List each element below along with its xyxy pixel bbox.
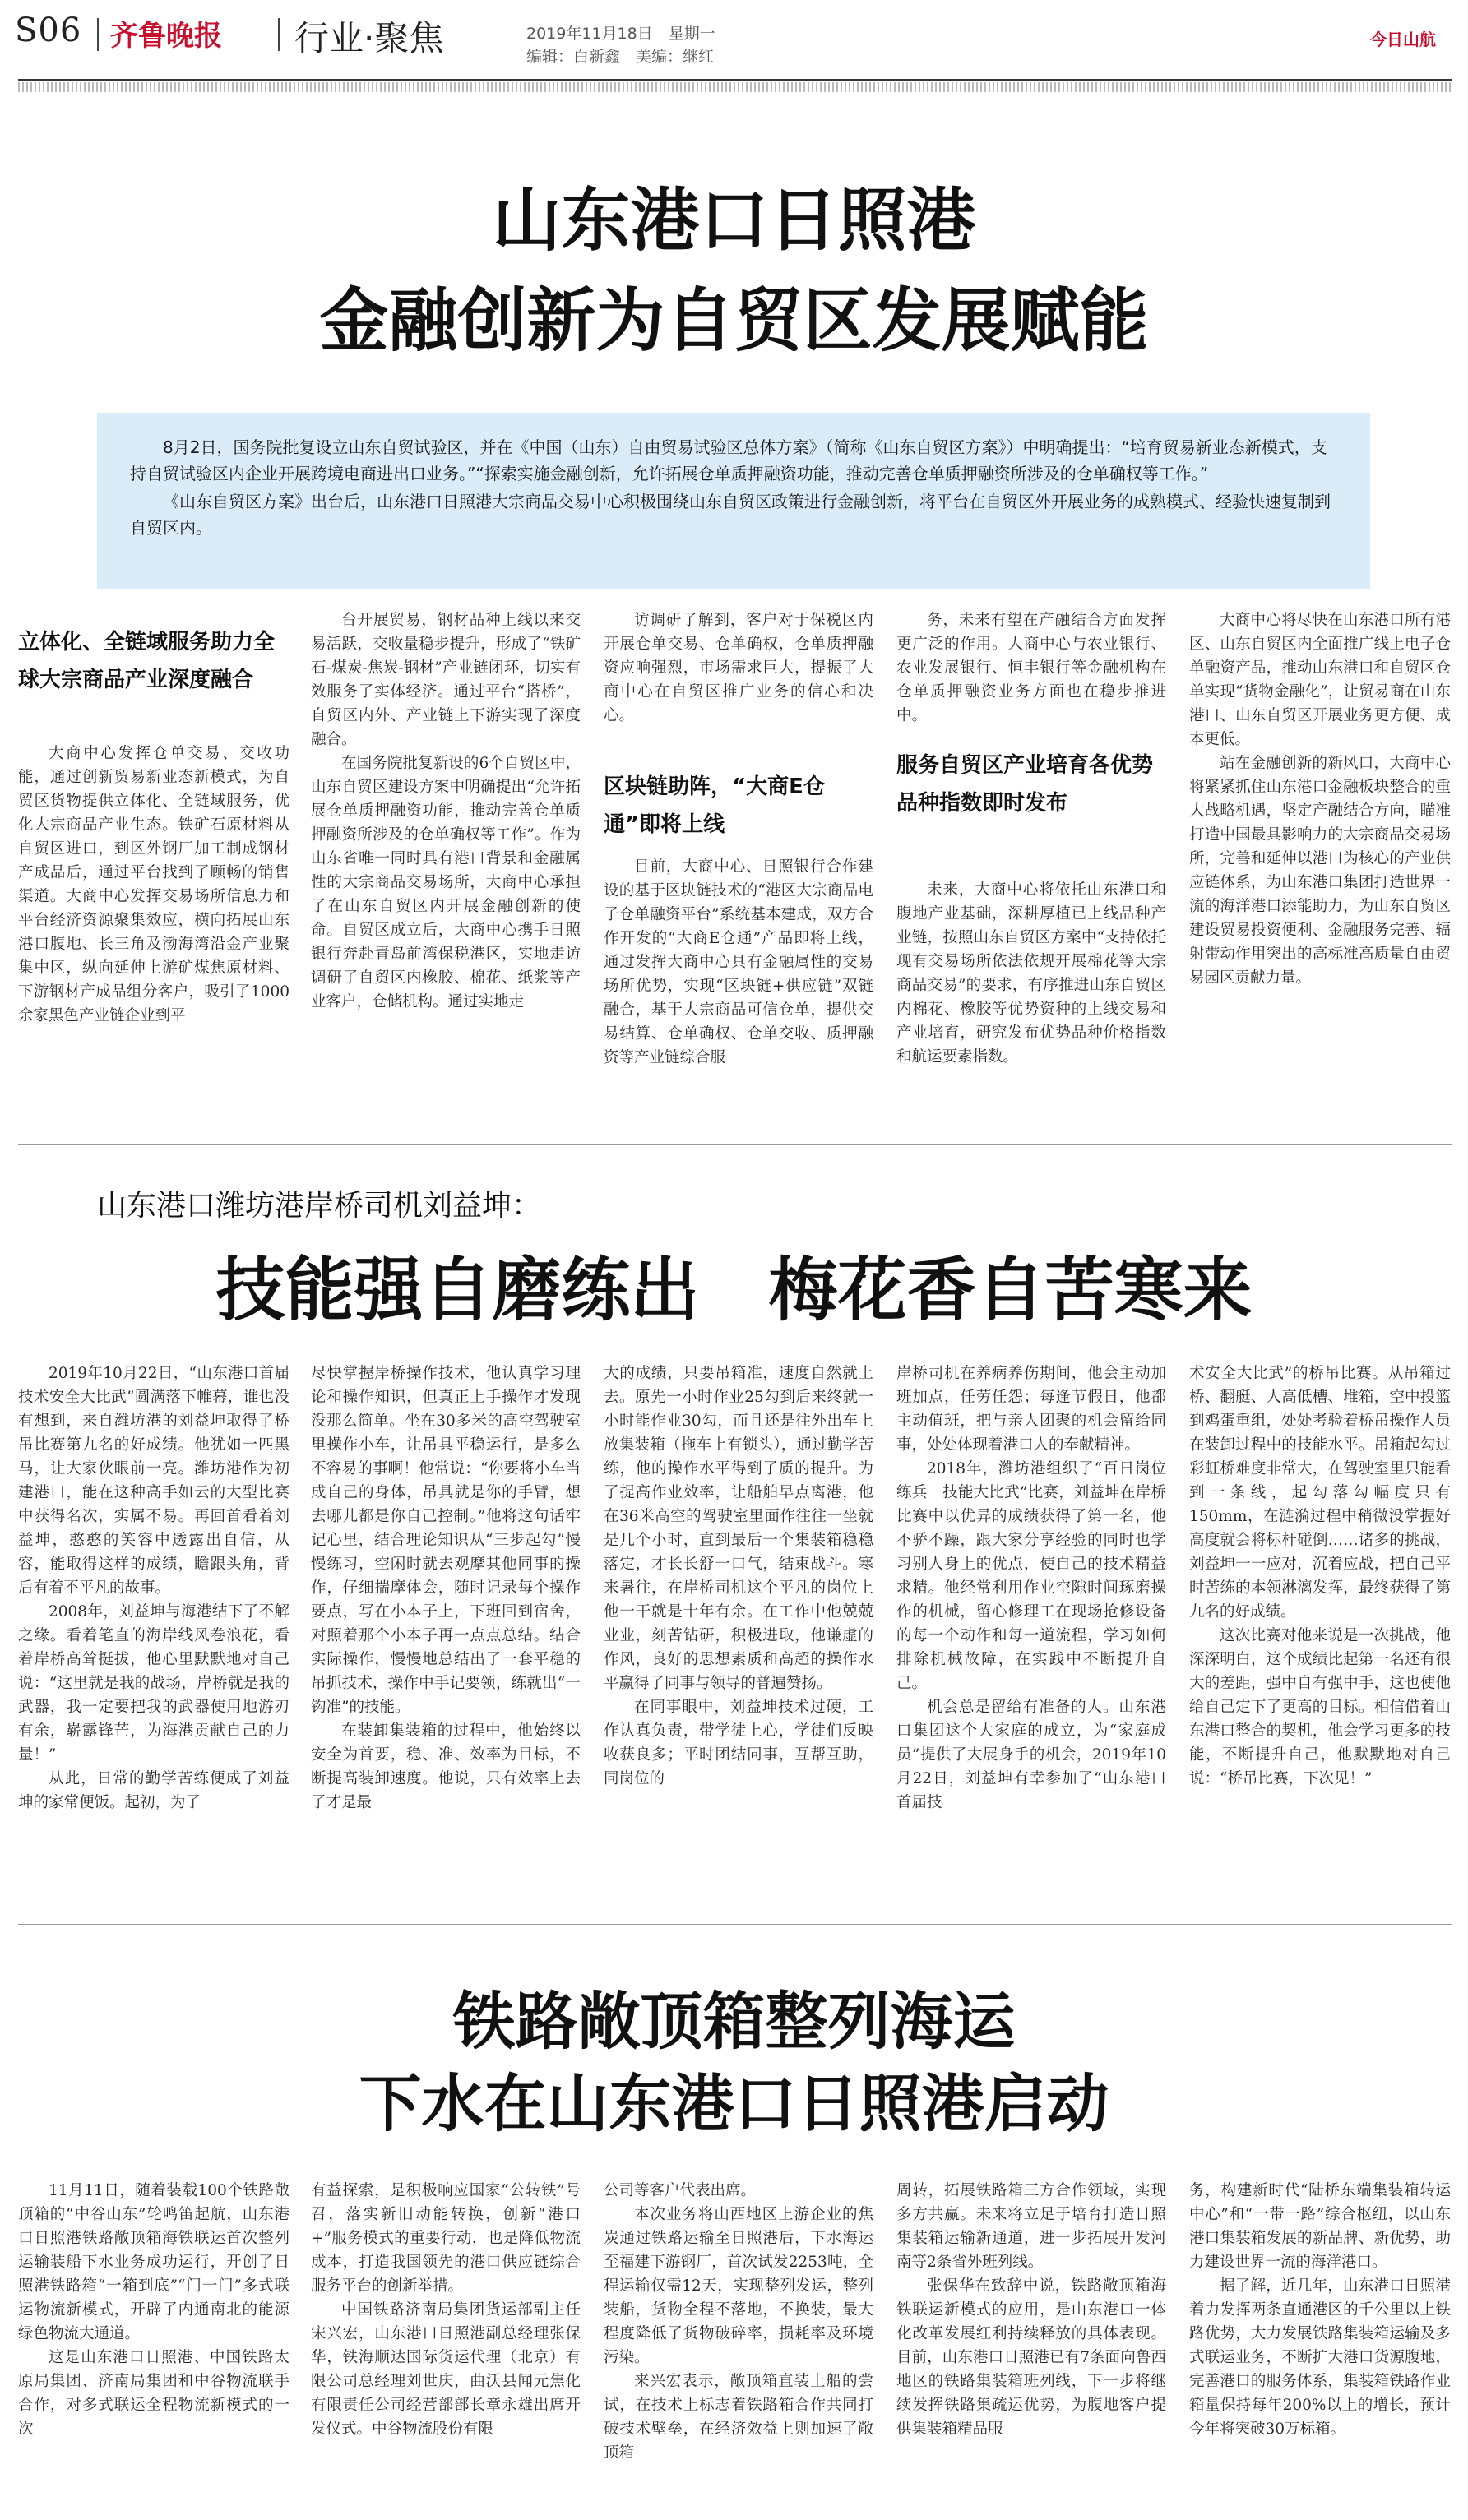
- header-divider: [97, 18, 99, 51]
- body-paragraph: 本次业务将山西地区上游企业的焦炭通过铁路运输至日照港后，下水海运至福建下游钢厂，首次试发2253吨，全程运输仅需12天，实现整列发运，整列装船，货物全程不落地，不换装，最大程度降低了货物破碎率，损耗率及环境污染。: [604, 2206, 873, 2366]
- article1-title-line2: 金融创新为自贸区发展赋能: [319, 280, 1149, 361]
- article3-column-3: [604, 2179, 873, 2512]
- header-rule: [18, 79, 1452, 81]
- editor-credits: 编辑：白新鑫 美编：继红: [526, 48, 715, 66]
- newspaper-logo: 齐鲁晚报: [110, 20, 222, 53]
- body-paragraph: 大商中心将尽快在山东港口所有港区、山东自贸区内全面推广线上电子仓单融资产品，推动山东港口和自贸区仓单实现“货物金融化”，让贸易商在山东港口、山东自贸区开展业务更方便、成本更低。: [1189, 612, 1451, 748]
- body-paragraph: 在同事眼中，刘益坤技术过硬，工作认真负责，带学徒上心，学徒们反映收获良多；平时团结同事，互帮互助，同岗位的: [604, 1699, 873, 1787]
- body-paragraph: 公司等客户代表出席。: [604, 2182, 757, 2199]
- body-paragraph: 2018年，潍坊港组织了“百日岗位练兵 技能大比武”比赛，刘益坤在岸桥比赛中以优异的成绩获得了第一名，他不骄不躁，跟大家分享经验的同时也学习别人身上的优点，使自己的技术精益求精。他经常利用作业空隙时间琢磨操作的机械，留心修理工在现场抢修设备的每一个动作和每一道流程，学习如何排除机械故障，在实践中不断提升自己。: [896, 1460, 1166, 1692]
- body-paragraph: 张保华在致辞中说，铁路敞顶箱海铁联运新模式的应用，是山东港口一体化改革发展红利持续释放的具体表现。目前，山东港口日照港已有7条面向鲁西地区的铁路集装箱班列线，下一步将继续发挥铁路集疏运优势，为腹地客户提供集装箱精品服: [896, 2277, 1166, 2438]
- body-paragraph: 据了解，近几年，山东港口日照港着力发挥两条直通港区的千公里以上铁路优势，大力发展铁路集装箱运输及多式联运业务，不断扩大港口货源腹地，完善港口的服务体系，集装箱铁路作业箱量保持每年200%以上的增长，预计今年将突破30万标箱。: [1189, 2277, 1451, 2438]
- issue-date: 2019年11月18日 星期一: [526, 25, 715, 43]
- body-paragraph: 台开展贸易，钢材品种上线以来交易活跃，交收量稳步提升，形成了“铁矿石-煤炭-焦炭-钢材”产业链闭环，切实有效服务了实体经济。通过平台“搭桥”，自贸区内外、产业链上下游实现了深度融合。: [311, 612, 581, 748]
- body-paragraph: 访调研了解到，客户对于保税区内开展仓单交易、仓单确权，仓单质押融资应响强烈，市场需求巨大，提振了大商中心在自贸区推广业务的信心和决心。: [604, 612, 873, 724]
- article1-title-line1: 山东港口日照港: [492, 180, 976, 261]
- body-paragraph: 周转，拓展铁路箱三方合作领域，实现多方共赢。未来将立足于培育打造日照集装箱运输新通道，进一步拓展开发河南等2条省外班列线。: [896, 2182, 1166, 2271]
- body-paragraph: 2008年，刘益坤与海港结下了不解之缘。看着笔直的海岸线风卷浪花，看着岸桥高耸挺拔，他心里默默地对自己说：“这里就是我的战场，岸桥就是我的武器，我一定要把我的武器使用地游刃有余，崭露锋芒，为海港贡献自己的力量！”: [18, 1603, 289, 1764]
- body-paragraph: 从此，日常的勤学苦练便成了刘益坤的家常便饭。起初，为了: [18, 1770, 289, 1811]
- article1-column-4a: [896, 608, 1166, 733]
- body-paragraph: 来兴宏表示，敞顶箱直装上船的尝试，在技术上标志着铁路箱合作共同打破技术壁垒，在经济效益上则加速了敞顶箱: [604, 2373, 873, 2462]
- article2-column-2: [311, 1362, 581, 1907]
- body-paragraph: 大的成绩，只要吊箱准，速度自然就上去。原先一小时作业25勾到后来终就一小时能作业30勾，而且还是往外出车上放集装箱（拖车上有锁头），通过勤学苦练，他的操作水平得到了质的提升。为了提高作业效率，让船舶早点离港，他在36米高空的驾驶室里面作往往一坐就是几个小时，直到最后一个集装箱稳稳落定，才长长舒一口气，结束战斗。寒来暑往，在岸桥司机这个平凡的岗位上他一干就是十年有余。在工作中他兢兢业业，刻苦钻研，积极进取，他谦虚的作风，良好的思想素质和高超的操作水平赢得了同事与领导的普遍赞扬。: [604, 1365, 873, 1692]
- article3-column-2: [311, 2179, 581, 2512]
- body-paragraph: 11月11日，随着装载100个铁路敞顶箱的“中谷山东”轮鸣笛起航，山东港口日照港铁路敞顶箱海铁联运首次整列运输装船下水业务成功运行，开创了日照港铁路箱“一箱到底”“门一门”多式联运物流新模式，开辟了内通南北的能源绿色物流大通道。: [18, 2182, 289, 2342]
- body-paragraph: 务，构建新时代“陆桥东端集装箱转运中心”和“一带一路”综合枢纽，以山东港口集装箱发展的新品牌、新优势，助力建设世界一流的海洋港口。: [1189, 2182, 1451, 2271]
- article2-column-4: [896, 1362, 1166, 1907]
- body-paragraph: 务，未来有望在产融结合方面发挥更广泛的作用。大商中心与农业银行、农业发展银行、恒丰银行等金融机构在仓单质押融资业务方面也在稳步推进中。: [896, 612, 1166, 724]
- article3-column-4: [896, 2179, 1166, 2512]
- article3-title-line1: 铁路敞顶箱整列海运: [452, 1985, 1016, 2058]
- article1-column-4b: [896, 878, 1166, 1126]
- body-paragraph: 这次比赛对他来说是一次挑战，他深深明白，这个成绩比起第一名还有很大的差距，强中自有强中手，这也使他给自己定下了更高的目标。相信借着山东港口整合的契机，他会学习更多的技能，不断提升自己，他默默地对自己说：“桥吊比赛，下次见！”: [1189, 1627, 1451, 1787]
- body-paragraph: 尽快掌握岸桥操作技术，他认真学习理论和操作知识，但真正上手操作才发现没那么简单。坐在30多米的高空驾驶室里操作小车，让吊具平稳运行，是多么不容易的事啊！他常说：“你要将小车当成自己的身体，吊具就是你的手臂，想去哪儿都是你自己控制。”他将这句话牢记心里，结合理论知识从“三步起勾”慢慢练习，空闲时就去观摩其他同事的操作，仔细揣摩体会，随时记录每个操作要点，写在小本子上，下班回到宿舍，对照着那个小本子再一点点总结。结合实际操作，慢慢地总结出了一套平稳的吊抓技术，操作中手记要领，练就出“一钩准”的技能。: [311, 1365, 581, 1716]
- body-paragraph: 目前，大商中心、日照银行合作建设的基于区块链技术的“港区大宗商品电子仓单融资平台”系统基本建成，双方合作开发的“大商E仓通”产品即将上线，通过发挥大商中心具有金融属性的交易场所优势，实现“区块链+供应链”双链融合，基于大宗商品可信仓单，提供交易结算、仓单确权、仓单交收、质押融资等产业链综合服: [604, 858, 873, 1066]
- article1-subheading: 服务自贸区产业培育各优势品种指数即时发布: [896, 753, 1154, 816]
- article1-column-3b: [604, 855, 873, 1126]
- article1-column-5: [1189, 608, 1451, 1126]
- article1-subheading: 立体化、全链域服务助力全球大宗商品产业深度融合: [18, 630, 276, 692]
- article2-column-3: [604, 1362, 873, 1907]
- article1-subheading: 区块链助阵，“大商E仓通”即将上线: [604, 774, 825, 837]
- body-paragraph: 这是山东港口日照港、中国铁路太原局集团、济南局集团和中谷物流联手合作，对多式联运全程物流新模式的一次: [18, 2349, 289, 2438]
- body-paragraph: 站在金融创新的新风口，大商中心将紧紧抓住山东港口金融板块整合的重大战略机遇，坚定产融结合方向，瞄准打造中国最具影响力的大宗商品交易场所，完善和延伸以港口为核心的产业供应链体系，为山东港口集团打造世界一流的海洋港口添能助力，为山东自贸区建设贸易投资便利、金融服务完善、辐射带动作用突出的高标准高质量自由贸易园区贡献力量。: [1189, 755, 1451, 987]
- body-paragraph: 术安全大比武”的桥吊比赛。从吊箱过桥、翻艇、人高低槽、堆箱，空中投篮到鸡蛋重组，处处考验着桥吊操作人员在装卸过程中的技能水平。吊箱起勾过彩虹桥难度非常大，在驾驶室里只能看到一条线，起勾落勾幅度只有150mm，在涟漪过程中稍微没掌握好高度就会将标杆碰倒……诸多的挑战，刘益坤一一应对，沉着应战，把自己平时苦练的本领淋漓发挥，最终获得了第九名的好成绩。: [1189, 1365, 1451, 1621]
- body-paragraph: 大商中心发挥仓单交易、交收功能，通过创新贸易新业态新模式，为自贸区货物提供立体化、全链域服务，优化大宗商品产业生态。铁矿石原材料从自贸区进口，到区外钢厂加工制成钢材产成品后，通过平台找到了顾畅的销售渠道。大商中心发挥交易场所信息力和平台经济资源聚集效应，横向拓展山东港口腹地、长三角及渤海湾沿金产业聚集中区，纵向延伸上游矿煤焦原材料、下游钢材产成品组分客户，吸引了1000余家黑色产业链企业到平: [18, 745, 289, 1024]
- section-divider: [18, 1924, 1452, 1925]
- article1-lead-box: [97, 413, 1370, 589]
- body-paragraph: 未来，大商中心将依托山东港口和腹地产业基础，深耕厚植已上线品种产业链，按照山东自贸区方案中“支持依托现有交易场所依法依规开展棉花等大宗商品交易”的要求，有序推进山东自贸区内棉花、橡胶等优势资种的上线交易和产业培育，研究发布优势品种价格指数和航运要素指数。: [896, 881, 1166, 1066]
- body-paragraph: 有益探索，是积极响应国家“公转铁”号召，落实新旧动能转换，创新“港口+”服务模式的重要行动，也是降低物流成本，打造我国领先的港口供应链综合服务平台的创新举措。: [311, 2182, 581, 2295]
- article2-kicker: 山东港口潍坊港岸桥司机刘益坤：: [97, 1189, 542, 1223]
- article1-column-1: [18, 742, 289, 1126]
- header-hatch: [18, 82, 1452, 92]
- article1-column-3a: [604, 608, 873, 756]
- article2-column-1: [18, 1362, 289, 1907]
- article3-column-5: [1189, 2179, 1451, 2512]
- lead-paragraph: 《山东自贸区方案》出台后，山东港口日照港大宗商品交易中心积极围绕山东自贸区政策进行金融创新，将平台在自贸区外开展业务的成熟模式、经验快速复制到自贸区内。: [130, 492, 1331, 538]
- article3-column-1: [18, 2179, 289, 2512]
- lead-paragraph: 8月2日，国务院批复设立山东自贸试验区，并在《中国（山东）自由贸易试验区总体方案》（简称《山东自贸区方案》）中明确提出：“培育贸易新业态新模式，支持自贸试验区内企业开展跨境电商进出口业务。”“探索实施金融创新，允许拓展仓单质押融资功能，推动完善仓单质押融资所涉及的仓单确权等工作。”: [130, 437, 1327, 483]
- body-paragraph: 岸桥司机在养病养伤期间，他会主动加班加点，任劳任怨；每逢节假日，他都主动值班，把与亲人团聚的机会留给同事，处处体现着港口人的奉献精神。: [896, 1365, 1166, 1454]
- header-divider: [278, 18, 280, 51]
- article2-column-5: [1189, 1362, 1451, 1907]
- page-number: S06: [15, 12, 82, 49]
- section-title: 行业·聚焦: [294, 18, 444, 58]
- article1-column-2: [311, 608, 581, 1126]
- body-paragraph: 在装卸集装箱的过程中，他始终以安全为首要，稳、准、效率为目标，不断提高装卸速度。他说，只有效率上去了才是最: [311, 1722, 581, 1811]
- section-divider: [18, 1144, 1452, 1145]
- body-paragraph: 2019年10月22日，“山东港口首届技术安全大比武”圆满落下帷幕，谁也没有想到，来自潍坊港的刘益坤取得了桥吊比赛第九名的好成绩。他犹如一匹黑马，让大家伙眼前一亮。潍坊港作为初建港口，能在这种高手如云的大型比赛中获得名次，实属不易。再回首看着刘益坤，憨憨的笑容中透露出自信，从容，能取得这样的成绩，瞻跟头角，背后有着不平凡的故事。: [18, 1365, 289, 1597]
- body-paragraph: 在国务院批复新设的6个自贸区中，山东自贸区建设方案中明确提出“允许拓展仓单质押融资功能，推动完善仓单质押融资所涉及的仓单确权等工作”。作为山东省唯一同时具有港口背景和金融属性的大宗商品交易场所，大商中心承担了在山东自贸区内开展金融创新的使命。自贸区成立后，大商中心携手日照银行奔赴青岛前湾保税港区，实地走访调研了自贸区内橡胶、棉花、纸浆等产业客户，仓储机构。通过实地走: [311, 755, 581, 1010]
- region-label: 今日山航: [1370, 30, 1436, 49]
- article3-title-line2: 下水在山东港口日照港启动: [359, 2067, 1109, 2140]
- article2-title: 技能强自磨练出 梅花香自苦寒来: [215, 1250, 1253, 1330]
- body-paragraph: 机会总是留给有准备的人。山东港口集团这个大家庭的成立，为“家庭成员”提供了大展身手的机会，2019年10月22日，刘益坤有幸参加了“山东港口首届技: [896, 1699, 1166, 1811]
- body-paragraph: 中国铁路济南局集团货运部副主任宋兴宏，山东港口日照港副总经理张保华，铁海顺达国际货运代理（北京）有限公司总经理刘世庆，曲沃县闻元焦化有限责任公司经营部部长章永雄出席开发仪式。中谷物流股份有限: [311, 2301, 581, 2438]
